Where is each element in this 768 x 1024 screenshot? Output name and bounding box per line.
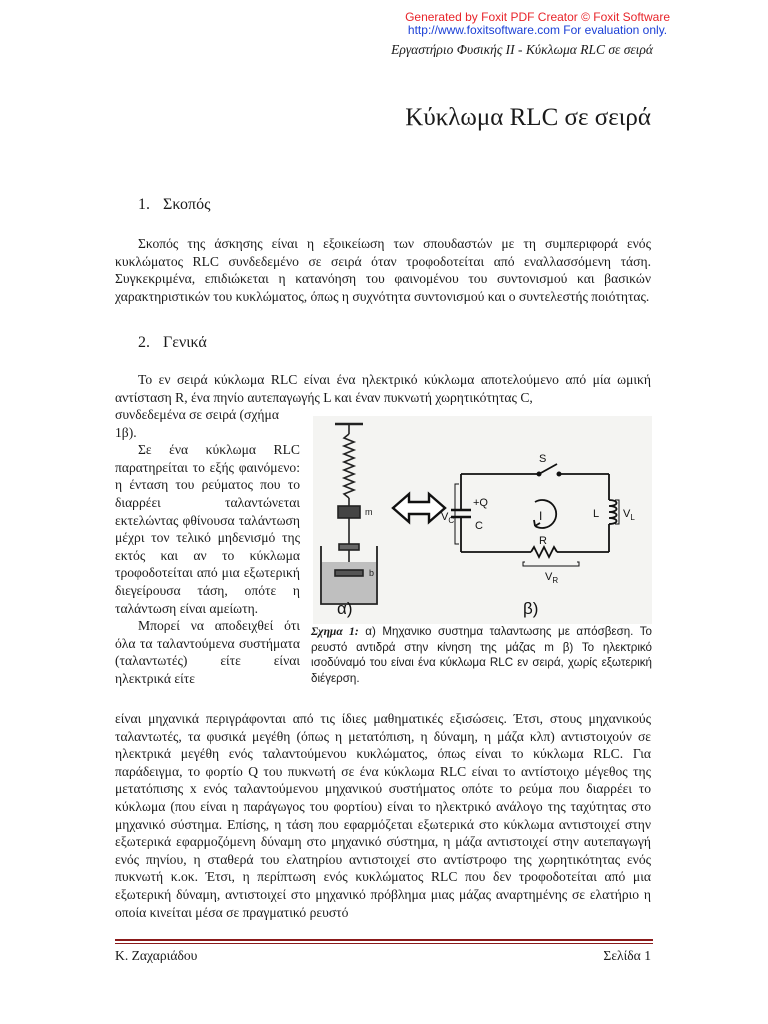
figure-label-b: β) <box>523 599 539 618</box>
figure-1 <box>313 416 652 624</box>
mass-label: m <box>365 507 373 517</box>
section-1-number: 1. <box>138 196 150 213</box>
caption-label: Σχημα 1: <box>311 625 359 638</box>
running-header: Εργαστήριο Φυσικής ΙΙ - Κύκλωμα RLC σε σειρά <box>391 42 653 57</box>
switch-label: S <box>539 453 547 465</box>
figure-caption <box>311 624 652 686</box>
section-1-heading <box>138 196 210 214</box>
section-1-paragraph: Σκοπός της άσκησης είναι η εξοικείωση των σπουδαστών με τη συμπεριφορά ενός κυκλώματος RLC συνδεδεμένο σε σειρά όταν τροφοδοτείται από εναλλασσόμενη τάση. Συγκεκριμένα, επιδιώκεται η κατανόηση του φαινομένου του συντονισμού και βασικών χαρακτηριστικών του κυκλώματος, όπως η συχνότητα συντονισμού και ο συντελεστής ποιότητας. <box>115 236 651 304</box>
watermark-line-1: Generated by Foxit PDF Creator © Foxit Software <box>405 10 670 24</box>
figure-label-a: α) <box>337 599 353 618</box>
section-2-paragraph-3-continued: είναι μηχανικά περιγράφονται από τις ίδιες μαθηματικές εξισώσεις. Έτσι, στους μηχανικούς ταλαντωτές, τα φυσικά μεγέθη (όπως η μετατόπιση, η δύναμη, η μάζα κλπ) αντιστοιχούν σε ηλεκτρικά μεγέθη ενός ταλαντούμενου κυκλώματος, όπως είναι το κύκλωμα RLC. Για παράδειγμα, το φορτίο Q του πυκνωτή σε ένα κύκλωμα RLC είναι το αντίστοιχο μέγεθος της μετατόπισης x ενός ταλαντούμενου μηχανικού συστήματος οπότε το ρεύμα που διαρρέει το κύκλωμα (που είναι η παράγωγος του φορτίου) είναι το ηλεκτρικό ανάλογο της ταχύτητας στο μηχανικό σύστημα. Επίσης, η τάση που εφαρμόζεται εξωτερικά στο κύκλωμα αντιστοιχεί στην εξωτερικά εφαρμοζόμενη δύναμη στο μηχανικό σύστημα, η μάζα αντιστοιχεί στην αυτεπαγωγή ενός πηνίου, η σταθερά του ελατηρίου αντιστοιχεί στο αντίστροφο της χωρητικότητας ενός πυκνωτή κ.οκ. Έτσι, η περίπτωση ενός κυκλώματος RLC που δεν τροφοδοτείται από μια εξωτερική δύναμη, αντιστοιχεί στο μηχανικό πρόβλημα μιας μάζας αναρτημένης σε ελατήριο η οποία κινείται μέσα σε πραγματικό ρευστό <box>115 711 651 920</box>
left-column <box>115 406 300 688</box>
section-2-heading <box>138 334 207 352</box>
foxit-watermark <box>405 11 670 37</box>
inductor-label: L <box>593 508 600 520</box>
watermark-line-2[interactable]: http://www.foxitsoftware.com For evaluation only. <box>407 23 668 37</box>
footer-author: Κ. Ζαχαριάδου <box>115 948 198 963</box>
caption-text: α) Μηχανικο συστημα ταλαντωσης με απόσβεση. Το ρευστό αντιδρά στην κίνηση της μάζας m β) Το ηλεκτρικό ισοδύναμό του είναι ένα κύκλωμα RLC εν σειρά, χωρίς εξωτερική διέγερση. <box>311 625 652 685</box>
section-2-intro: Το εν σειρά κύκλωμα RLC είναι ένα ηλεκτρικό κύκλωμα αποτελούμενο από μία ωμική αντίσταση R, ένα πηνίο αυτεπαγωγής L και έναν πυκνωτή χωρητικότητας C, <box>115 372 651 405</box>
section-2-title: Γενικά <box>163 334 207 351</box>
intro-tail: συνδεδεμένα σε σειρά (σχήμα 1β). <box>115 407 279 440</box>
resistor-label: R <box>539 535 547 547</box>
vc-label: $V_C$ <box>441 511 455 525</box>
section-2-paragraph-3: Μπορεί να αποδειχθεί ότι όλα τα ταλαντούμενα συστήματα (ταλαντωτές) είτε είναι ηλεκτρικά είτε <box>115 618 300 686</box>
capacitor-label: C <box>475 520 483 532</box>
current-label: I <box>539 509 543 523</box>
charge-label: +Q <box>473 497 488 509</box>
footer-rule-thick <box>115 939 653 941</box>
fluid-label: b <box>369 568 375 578</box>
vl-label: $V_L$ <box>623 508 635 522</box>
section-2-number: 2. <box>138 334 150 351</box>
footer-page-number: Σελίδα 1 <box>603 948 651 963</box>
section-1-title: Σκοπός <box>163 196 211 213</box>
section-2-paragraph-2: Σε ένα κύκλωμα RLC παρατηρείται το εξής φαινόμενο: η ένταση του ρεύματος που το διαρρέει ταλαντώνεται εκτελώντας φθίνουσα ταλάντωση μέχρι τον τελικό μηδενισμό της εκτός και αν το κύκλωμα τροφοδοτείται από μια εξωτερική διεγείρουσα τάση, οπότε η ταλάντωση είναι αμείωτη. <box>115 442 300 616</box>
page-title: Κύκλωμα RLC σε σειρά <box>405 104 651 131</box>
vr-label: $V_R$ <box>545 571 559 585</box>
footer-rule-thin <box>115 943 653 944</box>
